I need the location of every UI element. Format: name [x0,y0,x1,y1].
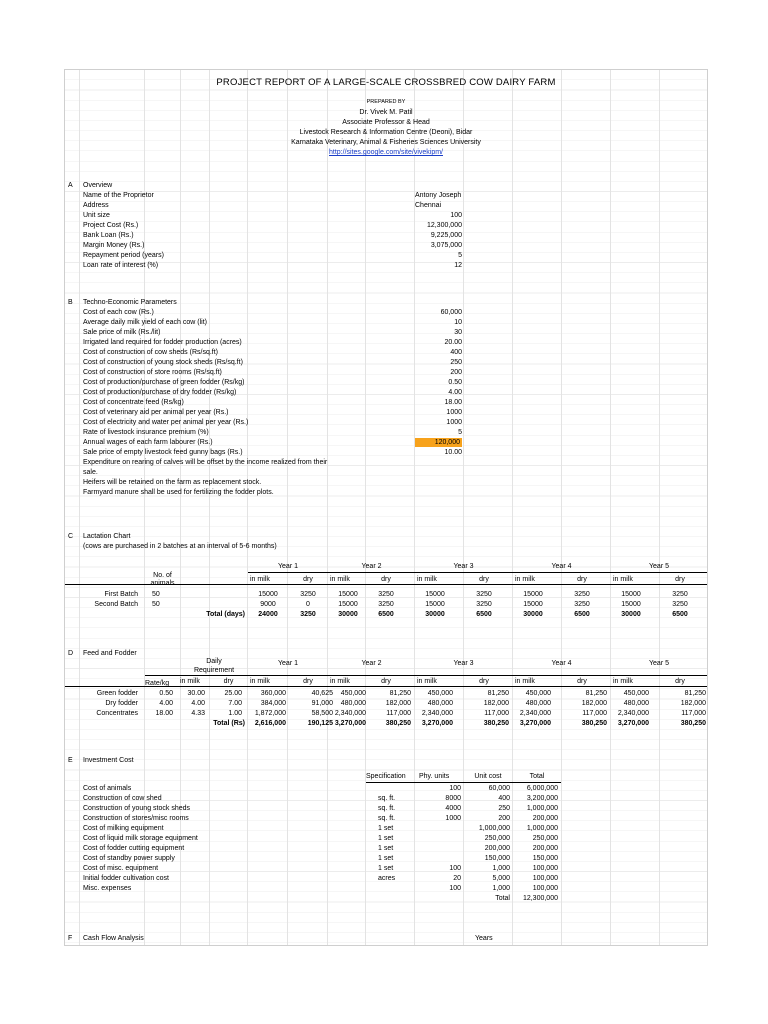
fodder-dry-qty: 1.00 [228,710,242,717]
in-milk-header: in milk [330,678,350,685]
in-milk-header: in milk [613,678,633,685]
fodder-dry-cost: 81,250 [585,690,607,697]
parameter-value: 20.00 [444,339,462,346]
total-days: 30000 [621,611,641,618]
parameter-value: 1000 [446,409,462,416]
investment-unit-cost: 200,000 [484,845,510,852]
rule-line [65,584,707,585]
total-days: 24000 [258,611,278,618]
parameter-label: Cost of electricity and water per animal per year (Rs.) [83,419,249,426]
fodder-label: Green fodder [96,690,138,697]
total-days: 6500 [378,611,394,618]
total-cost: 190,125 [307,720,333,727]
spreadsheet [64,69,708,946]
year-header: Year 1 [278,563,298,570]
fodder-dry-cost: 91,000 [311,700,333,707]
parameter-value: 250 [450,359,462,366]
investment-units: 100 [449,785,461,792]
year-header: Year 1 [278,660,298,667]
fodder-dry-cost: 182,000 [680,700,706,707]
dry-header: dry [303,576,313,583]
investment-units: 100 [449,885,461,892]
dry-header: dry [675,678,685,685]
fodder-dry-cost: 182,000 [581,700,607,707]
overview-label: Address [83,202,109,209]
section-heading: Cash Flow Analysis [83,935,144,942]
dry-header: dry [381,576,391,583]
section-heading: Overview [83,182,113,189]
investment-spec: 1 set [378,865,394,872]
milk-days: 15000 [338,591,358,598]
investment-spec: sq. ft. [378,815,396,822]
investment-unit-cost: 1,000 [492,865,510,872]
overview-value: Antony Joseph [415,192,462,199]
total-cost: 3,270,000 [519,720,551,727]
fodder-dry-cost: 182,000 [385,700,411,707]
fodder-dry-cost: 81,250 [684,690,706,697]
fodder-milk-cost: 2,340,000 [617,710,649,717]
dry-days: 3250 [574,601,590,608]
parameter-value: 120,000 [415,438,462,447]
dry-days: 3250 [476,601,492,608]
parameter-label: Cost of construction of cow sheds (Rs/sq.ft) [83,349,218,356]
year-header: Year 5 [649,660,669,667]
fodder-milk-cost: 2,340,000 [421,710,453,717]
dry-days: 3250 [574,591,590,598]
author-designation: Associate Professor & Head [342,119,430,126]
section-heading: Lactation Chart [83,533,131,540]
investment-units: 4000 [445,805,461,812]
total-days: 30000 [338,611,358,618]
parameter-note: sale. [83,469,98,476]
fodder-milk-cost: 480,000 [623,700,649,707]
dry-header: dry [223,678,234,685]
year-header: Year 5 [649,563,669,570]
fodder-rate: 0.50 [159,690,173,697]
overview-value: Chennai [415,202,442,209]
milk-days: 15000 [523,601,543,608]
investment-units: 100 [449,865,461,872]
parameter-label: Cost of each cow (Rs.) [83,309,154,316]
investment-unit-cost: 5,000 [492,875,510,882]
fodder-dry-cost: 81,250 [389,690,411,697]
parameter-value: 18.00 [444,399,462,406]
total-label: Total (days) [206,611,245,618]
parameter-value: 10.00 [444,449,462,456]
dry-days: 0 [306,601,310,608]
dry-header: dry [303,678,313,685]
investment-item: Misc. expenses [83,885,132,892]
author-university: Karnataka Veterinary, Animal & Fisheries Sciences University [291,139,481,146]
total-cost: 3,270,000 [334,720,366,727]
investment-spec: 1 set [378,825,394,832]
overview-value: 100 [450,212,462,219]
milk-days: 15000 [425,601,445,608]
fodder-milk-cost: 1,872,000 [254,710,286,717]
fodder-label: Dry fodder [105,700,138,707]
investment-total: 6,000,000 [526,785,558,792]
fodder-dry-cost: 58,500 [311,710,333,717]
fodder-milk-cost: 450,000 [427,690,453,697]
dry-days: 3250 [378,591,394,598]
investment-total: 100,000 [532,875,558,882]
animals-header: animals [150,580,175,587]
overview-value: 3,075,000 [430,242,462,249]
dry-header: dry [479,576,489,583]
year-header: Year 2 [361,563,382,570]
investment-total: 1,000,000 [526,825,558,832]
prepared-label: PREPARED BY [366,99,406,105]
parameter-label: Cost of production/purchase of green fodder (Rs/kg) [83,379,245,386]
fodder-milk-cost: 450,000 [525,690,551,697]
investment-item: Cost of animals [83,785,132,792]
batch-count: 50 [152,601,160,608]
animals-header: No. of [153,572,172,579]
dry-days: 3250 [672,591,688,598]
dry-header: dry [381,678,391,685]
investment-item: Cost of misc. equipment [83,865,159,872]
investment-grand-total: 12,300,000 [522,895,558,902]
parameter-value: 1000 [446,419,462,426]
batch-label: Second Batch [94,601,138,608]
parameter-value: 4.00 [448,389,462,396]
dry-days: 3250 [378,601,394,608]
dry-days: 3250 [300,591,316,598]
dry-header: dry [577,678,587,685]
investment-unit-cost: 1,000,000 [478,825,510,832]
investment-spec: 1 set [378,855,394,862]
total-days: 6500 [672,611,688,618]
year-header: Year 3 [453,660,474,667]
fodder-dry-cost: 117,000 [582,710,607,717]
total-cost: 380,250 [483,720,509,727]
milk-days: 15000 [258,591,278,598]
investment-total: 200,000 [532,845,558,852]
total-cost: 380,250 [581,720,607,727]
fodder-dry-qty: 25.00 [224,690,242,697]
daily-header: Requirement [193,667,235,674]
rule-line [366,782,561,783]
overview-label: Name of the Proprietor [83,192,154,199]
milk-days: 15000 [523,591,543,598]
total-header: Total [529,773,545,780]
daily-header: Daily [206,658,222,665]
investment-spec: acres [378,875,396,882]
investment-item: Cost of milking equipment [83,825,164,832]
in-milk-header: in milk [250,678,270,685]
in-milk-header: in milk [417,678,437,685]
overview-label: Repayment period (years) [83,252,164,259]
overview-value: 9,225,000 [430,232,462,239]
parameter-note: Expenditure on rearing of calves will be offset by the income realized from their [83,459,328,466]
parameter-label: Cost of concentrate feed (Rs/kg) [83,399,184,406]
parameter-label: Average daily milk yield of each cow (lit) [83,319,207,326]
section-heading: Feed and Fodder [83,650,137,657]
author-dept: Livestock Research & Information Centre (Deoni), Bidar [299,129,473,136]
batch-label: First Batch [104,591,138,598]
parameter-label: Irrigated land required for fodder production (acres) [83,339,242,346]
fodder-milk-qty: 30.00 [187,690,205,697]
total-days: 6500 [476,611,492,618]
section-letter: C [68,533,74,540]
parameter-value: 400 [450,349,462,356]
parameter-label: Cost of construction of young stock sheds (Rs/sq.ft) [83,359,243,366]
milk-days: 9000 [260,601,276,608]
units-header: Phy. units [419,773,450,780]
fodder-milk-cost: 480,000 [427,700,453,707]
overview-label: Margin Money (Rs.) [83,242,145,249]
parameter-label: Sale price of empty livestock feed gunny bags (Rs.) [83,449,243,456]
in-milk-header: in milk [180,678,200,685]
year-header: Year 2 [361,660,382,667]
rule-line [65,686,707,687]
investment-spec: 1 set [378,845,394,852]
year-header: Year 3 [453,563,474,570]
investment-item: Cost of standby power supply [83,855,175,862]
investment-item: Construction of young stock sheds [83,805,191,812]
investment-total: 100,000 [532,865,558,872]
author-name: Dr. Vivek M. Patil [359,109,413,116]
investment-spec: sq. ft. [378,795,396,802]
fodder-dry-cost: 117,000 [386,710,411,717]
parameter-label: Cost of veterinary aid per animal per year (Rs.) [83,409,229,416]
section-letter: F [68,935,73,942]
section-letter: A [68,182,73,189]
investment-units: 8000 [445,795,461,802]
fodder-milk-cost: 2,340,000 [334,710,366,717]
total-days: 30000 [523,611,543,618]
fodder-dry-cost: 182,000 [483,700,509,707]
total-cost: 2,616,000 [254,720,286,727]
fodder-milk-qty: 4.00 [191,700,205,707]
in-milk-header: in milk [515,576,535,583]
milk-days: 15000 [425,591,445,598]
in-milk-header: in milk [417,576,437,583]
rate-header: Rate/kg [145,680,170,687]
fodder-milk-cost: 2,340,000 [519,710,551,717]
investment-unit-cost: 200 [498,815,510,822]
parameter-label: Cost of construction of store rooms (Rs/sq.ft) [83,369,222,376]
fodder-milk-cost: 480,000 [340,700,366,707]
fodder-milk-cost: 450,000 [340,690,366,697]
fodder-dry-cost: 40,625 [311,690,333,697]
total-cost: 3,270,000 [421,720,453,727]
milk-days: 15000 [621,591,641,598]
investment-total-label: Total [495,895,510,902]
spec-header: Specification [366,773,406,780]
parameter-value: 5 [458,429,462,436]
overview-value: 5 [458,252,462,259]
milk-days: 15000 [338,601,358,608]
investment-total: 3,200,000 [526,795,558,802]
investment-item: Construction of stores/misc rooms [83,815,189,822]
investment-unit-cost: 150,000 [484,855,510,862]
investment-total: 250,000 [532,835,558,842]
investment-item: Cost of liquid milk storage equipment [83,835,198,842]
investment-item: Initial fodder cultivation cost [83,875,169,882]
year-header: Year 4 [551,563,572,570]
fodder-label: Concentrates [96,710,138,717]
fodder-milk-cost: 480,000 [525,700,551,707]
author-link[interactable]: http://sites.google.com/site/vivekipm/ [329,149,443,156]
investment-total: 150,000 [532,855,558,862]
total-cost: 380,250 [680,720,706,727]
parameter-value: 0.50 [448,379,462,386]
parameter-value: 60,000 [440,309,462,316]
in-milk-header: in milk [515,678,535,685]
milk-days: 15000 [621,601,641,608]
total-days: 6500 [574,611,590,618]
year-header: Year 4 [551,660,572,667]
fodder-milk-cost: 450,000 [623,690,649,697]
total-days: 3250 [300,611,316,618]
fodder-dry-cost: 117,000 [681,710,706,717]
total-days: 30000 [425,611,445,618]
fodder-dry-qty: 7.00 [228,700,242,707]
fodder-rate: 4.00 [159,700,173,707]
fodder-dry-cost: 81,250 [487,690,509,697]
total-label: Total (Rs) [213,720,245,727]
investment-total: 200,000 [532,815,558,822]
dry-header: dry [577,576,587,583]
fodder-milk-cost: 360,000 [260,690,286,697]
section-letter: D [68,650,74,657]
investment-unit-cost: 60,000 [488,785,510,792]
in-milk-header: in milk [613,576,633,583]
section-letter: E [68,757,73,764]
fodder-rate: 18.00 [155,710,173,717]
total-cost: 380,250 [385,720,411,727]
overview-value: 12,300,000 [426,222,462,229]
investment-item: Construction of cow shed [83,795,162,802]
section-subheading: (cows are purchased in 2 batches at an interval of 5-6 months) [83,543,277,550]
unit-cost-header: Unit cost [474,773,502,780]
parameter-value: 30 [454,329,462,336]
investment-item: Cost of fodder cutting equipment [83,845,185,852]
batch-count: 50 [152,591,160,598]
fodder-milk-cost: 384,000 [260,700,286,707]
parameter-value: 10 [454,319,462,326]
parameter-value: 200 [450,369,462,376]
investment-unit-cost: 1,000 [492,885,510,892]
fodder-milk-qty: 4.33 [191,710,205,717]
in-milk-header: in milk [250,576,270,583]
section-heading: Investment Cost [83,757,134,764]
overview-label: Unit size [83,212,110,219]
overview-label: Loan rate of interest (%) [83,262,159,269]
page-title: PROJECT REPORT OF A LARGE-SCALE CROSSBRED COW DAIRY FARM [216,77,556,88]
rule-line [248,572,707,573]
investment-units: 1000 [445,815,461,822]
section-letter: B [68,299,73,306]
years-header: Years [475,935,493,942]
fodder-dry-cost: 117,000 [484,710,509,717]
dry-header: dry [675,576,685,583]
parameter-label: Cost of production/purchase of dry fodder (Rs/kg) [83,389,237,396]
investment-total: 100,000 [532,885,558,892]
investment-unit-cost: 250 [498,805,510,812]
parameter-label: Sale price of milk (Rs./lit) [83,329,161,336]
overview-label: Project Cost (Rs.) [83,222,139,229]
parameter-note: Heifers will be retained on the farm as replacement stock. [83,479,262,486]
investment-total: 1,000,000 [526,805,558,812]
dry-header: dry [479,678,489,685]
parameter-note: Farmyard manure shall be used for fertilizing the fodder plots. [83,489,274,496]
investment-spec: 1 set [378,835,394,842]
overview-label: Bank Loan (Rs.) [83,232,134,239]
rule-line [145,675,707,676]
dry-days: 3250 [672,601,688,608]
section-heading: Techno-Economic Parameters [83,299,177,306]
overview-value: 12 [454,262,462,269]
parameter-label: Annual wages of each farm labourer (Rs.) [83,439,213,446]
dry-days: 3250 [476,591,492,598]
parameter-label: Rate of livestock insurance premium (%) [83,429,209,436]
investment-units: 20 [453,875,461,882]
investment-unit-cost: 250,000 [484,835,510,842]
in-milk-header: in milk [330,576,350,583]
investment-spec: sq. ft. [378,805,396,812]
investment-unit-cost: 400 [498,795,510,802]
total-cost: 3,270,000 [617,720,649,727]
